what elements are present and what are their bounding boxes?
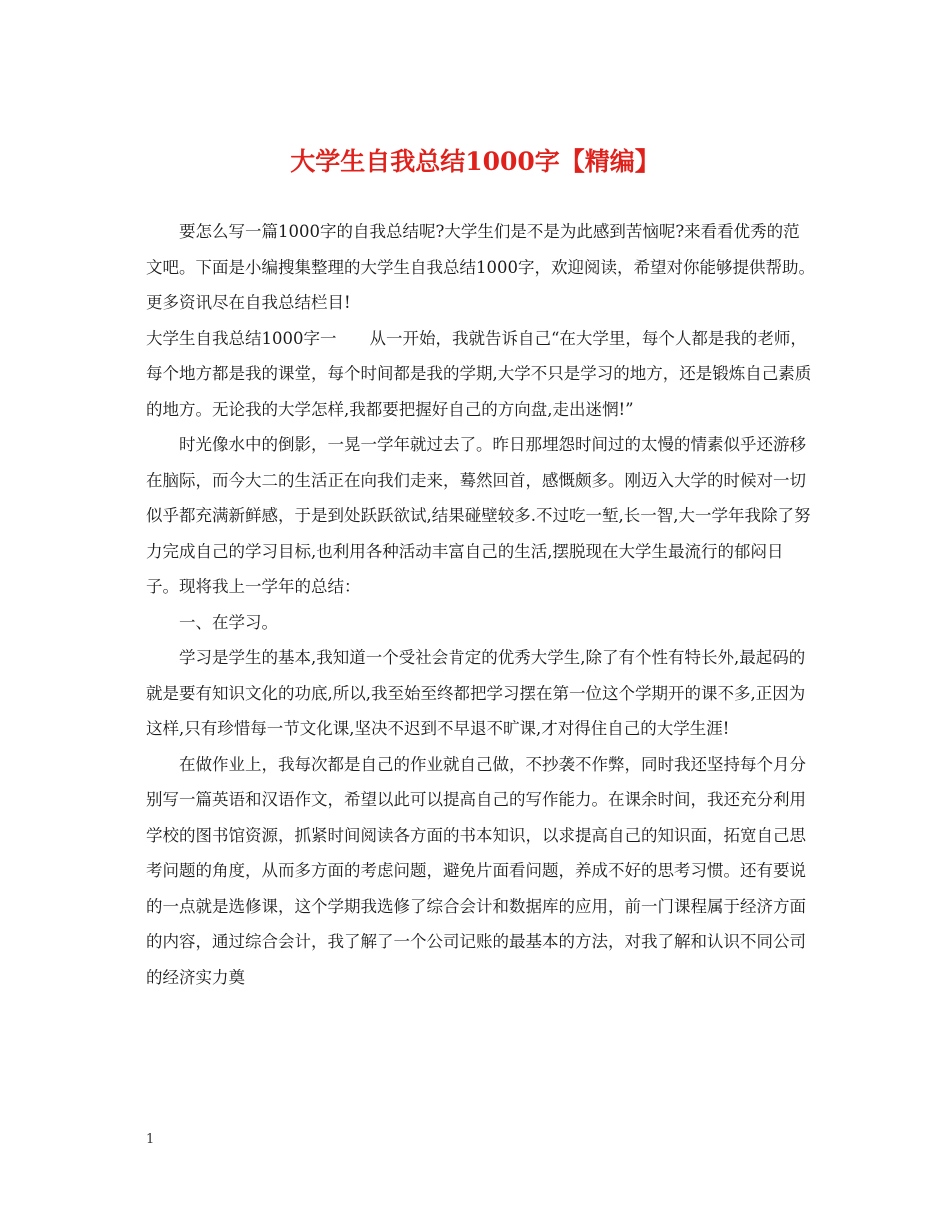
paragraph-time-reflection: 时光像水中的倒影，一晃一学年就过去了。昨日那埋怨时间过的太慢的情素似乎还游移在脑际，而今大二的生活正在向我们走来，蓦然回首，感慨颇多。刚迈入大学的时候对一切似乎都充满新鲜感，于是到处跃跃欲试,结果碰壁较多.不过吃一堑,长一智,大一学年我除了努力完成自己的学习目标,也利用各种活动丰富自己的生活,摆脱现在大学生最流行的郁闷日子。现将我上一学年的总结：: [146, 435, 811, 596]
paragraph-summary-one: 大学生自我总结1000字一 从一开始，我就告诉自己“在大学里，每个人都是我的老师，每个地方都是我的课堂，每个时间都是我的学期,大学不只是学习的地方，还是锻炼自己素质的地方。无论我的大学怎样,我都要把握好自己的方向盘,走出迷惘!”: [146, 328, 812, 419]
document-title: 大学生自我总结1000字【精编】: [290, 147, 660, 176]
document-body: [146, 214, 816, 995]
paragraph-homework: 在做作业上，我每次都是自己的作业就自己做，不抄袭不作弊，同时我还坚持每个月分别写一篇英语和汉语作文，希望以此可以提高自己的写作能力。在课余时间，我还充分利用学校的图书馆资源，抓紧时间阅读各方面的书本知识，以求提高自己的知识面，拓宽自己思考问题的角度，从而多方面的考虑问题，避免片面看问题，养成不好的思考习惯。还有要说的一点就是选修课，这个学期我选修了综合会计和数据库的应用，前一门课程属于经济方面的内容，通过综合会计，我了解了一个公司记账的最基本的方法，对我了解和认识不同公司的经济实力奠: [146, 754, 806, 987]
paragraph-intro: 要怎么写一篇1000字的自我总结呢?大学生们是不是为此感到苦恼呢?来看看优秀的范文吧。下面是小编搜集整理的大学生自我总结1000字，欢迎阅读，希望对你能够提供帮助。更多资讯尽在自我总结栏目!: [146, 222, 815, 312]
page-number: 1: [146, 1132, 155, 1147]
section-heading-study: 一、在学习。: [179, 612, 278, 632]
paragraph-study: 学习是学生的基本,我知道一个受社会肯定的优秀大学生,除了有个性有特长外,最起码的就是要有知识文化的功底,所以,我至始至终都把学习摆在第一位这个学期开的课不多,正因为这样,只有珍惜每一节文化课,坚决不迟到不早退不旷课,才对得住自己的大学生涯!: [146, 648, 806, 738]
